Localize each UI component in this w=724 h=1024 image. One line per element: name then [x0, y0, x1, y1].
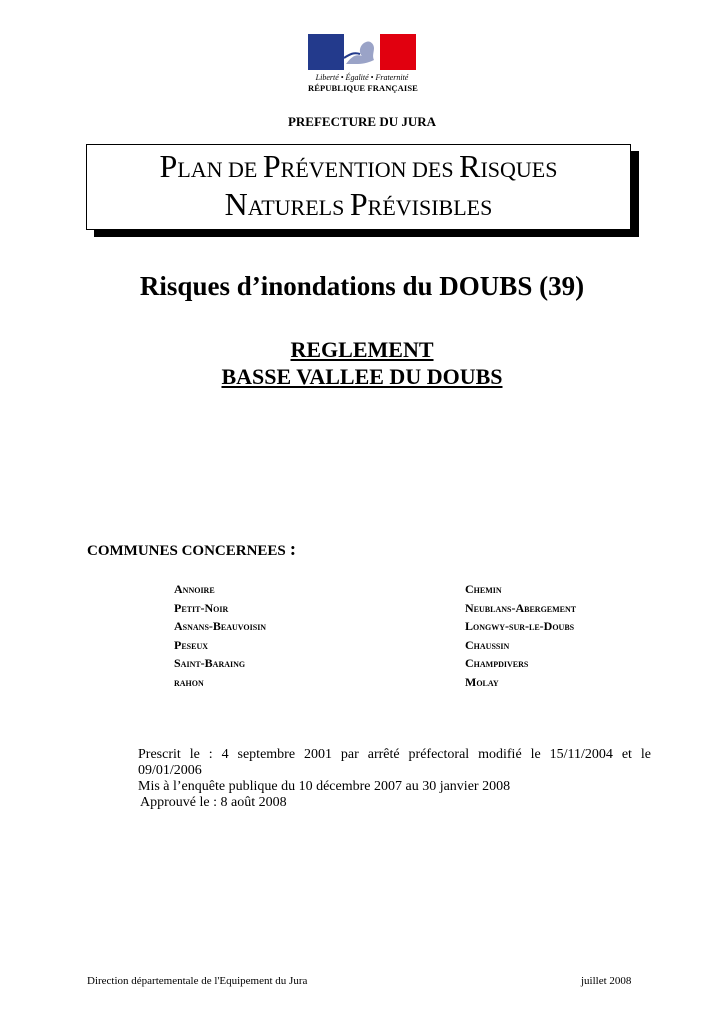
- communes-right-column: [465, 580, 576, 692]
- commune-item: Longwy-sur-le-Doubs: [465, 619, 575, 634]
- title-line-1: PLAN DE PRÉVENTION DES RISQUES: [159, 148, 558, 184]
- commune-item: Chaussin: [465, 637, 510, 652]
- document-title-box: [86, 144, 631, 230]
- document-subtitle: Risques d’inondations du DOUBS (39): [139, 271, 585, 301]
- commune-item: Asnans-Beauvoisin: [174, 619, 267, 634]
- title-line-2: NATURELS PRÉVISIBLES: [224, 186, 493, 222]
- reglement-line-1: REGLEMENT: [290, 337, 434, 362]
- approuve-line: Approuvé le : 8 août 2008: [140, 795, 287, 810]
- commune-item: Champdivers: [465, 656, 529, 671]
- commune-item: Peseux: [174, 637, 209, 652]
- prescrit-line-continued: 09/01/2006: [138, 763, 202, 778]
- footer-left-text: Direction départementale de l'Equipement du Jura: [87, 975, 308, 987]
- procedure-notes: [138, 747, 651, 811]
- commune-item: Molay: [465, 674, 499, 689]
- reglement-line-2: BASSE VALLEE DU DOUBS: [221, 364, 503, 389]
- logo-republic-text: RÉPUBLIQUE FRANÇAISE: [308, 83, 418, 93]
- commune-item: Saint-Baraing: [174, 656, 246, 671]
- enquete-line: Mis à l’enquête publique du 10 décembre 2007 au 30 janvier 2008: [138, 779, 511, 794]
- reglement-heading: [0, 336, 724, 390]
- marianne-logo-icon: [308, 34, 416, 70]
- footer-date: juillet 2008: [581, 975, 632, 987]
- republique-francaise-logo: [308, 34, 416, 93]
- communes-label: COMMUNES CONCERNEES :: [87, 539, 297, 560]
- commune-item: rahon: [174, 674, 204, 689]
- commune-item: Neublans-Abergement: [465, 600, 577, 615]
- commune-item: Petit-Noir: [174, 600, 229, 615]
- logo-motto: Liberté • Égalité • Fraternité: [315, 73, 409, 82]
- commune-item: Annoire: [174, 582, 215, 596]
- commune-item: Chemin: [465, 582, 502, 596]
- prefecture-heading: PREFECTURE DU JURA: [287, 114, 437, 129]
- communes-left-column: [174, 580, 266, 692]
- prescrit-line: Prescrit le : 4 septembre 2001 par arrêté préfectoral modifié le 15/11/2004 et le: [138, 747, 651, 762]
